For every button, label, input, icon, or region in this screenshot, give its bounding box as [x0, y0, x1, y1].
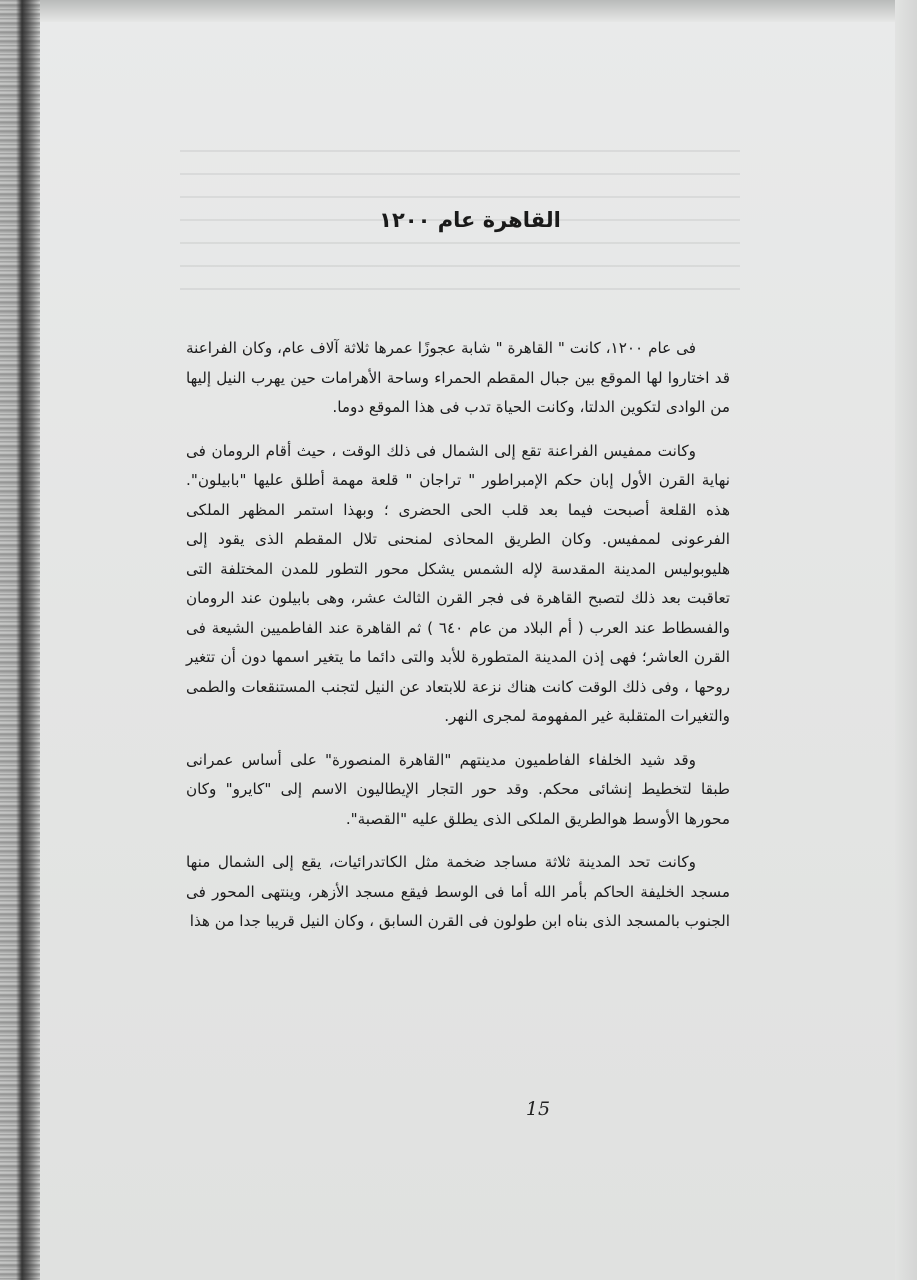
- body-text: [186, 334, 730, 951]
- page-number: 15: [525, 1098, 551, 1120]
- book-spine-shadow: [0, 0, 40, 1280]
- paragraph: وكانت تحد المدينة ثلاثة مساجد ضخمة مثل الكاتدرائيات، يقع إلى الشمال منها مسجد الخليفة الحاكم بأمر الله أما فى الوسط فيقع مسجد الأزهر، وينتهى المحور فى الجنوب بالمسجد الذى بناه ابن طولون فى القرن السابق ، وكان النيل قريبا جدا من هذا: [186, 853, 730, 930]
- paragraph: فى عام ١٢٠٠، كانت " القاهرة " شابة عجوزًا عمرها ثلاثة آلاف عام، وكان الفراعنة قد اختاروا لها الموقع بين جبال المقطم الحمراء وساحة الأهرامات حين يهرب النيل إليها من الوادى لتكوين الدلتا، وكانت الحياة تدب فى هذا الموقع دوما.: [186, 339, 730, 416]
- paragraph: وكانت ممفيس الفراعنة تقع إلى الشمال فى ذلك الوقت ، حيث أقام الرومان فى نهاية القرن الأول إبان حكم الإمبراطور " تراجان " قلعة مهمة أطلق عليها "بابيلون". هذه القلعة أصبحت فيما بعد قلب الحى الحضرى ؛ وبهذا استمر المظهر الملكى الفرعونى لممفيس. وكان الطريق المحاذى لمنحنى تلال المقطم الذى يقود إلى هليوبوليس المدينة المقدسة لإله الشمس يشكل محور التطور للمدن المختلفة التى تعاقبت بعد ذلك لتصبح القاهرة فى فجر القرن الثالث عشر، وهى بابيلون عند الرومان والفسطاط عند العرب ( أم البلاد من عام ٦٤٠ ) ثم القاهرة عند الفاطميين الشيعة فى القرن العاشر؛ فهى إذن المدينة المتطورة للأبد والتى دائما ما يتغير اسمها دون أن تتغير روحها ، وفى ذلك الوقت كانت هناك نزعة للابتعاد عن النيل لتجنب المستنقعات والطمى والتغيرات المتقلبة غير المفهومة لمجرى النهر.: [186, 441, 730, 725]
- page-top-edge: [0, 0, 917, 22]
- page-right-edge: [895, 0, 917, 1280]
- chapter-title: القاهرة عام ١٢٠٠: [379, 208, 561, 232]
- paragraph: وقد شيد الخلفاء الفاطميون مدينتهم "القاهرة المنصورة" على أساس عمرانى طبقا لتخطيط إنشائى محكم. وقد حور التجار الإيطاليون الاسم إلى "كايرو" وكان محورها الأوسط هوالطريق الملكى الذى يطلق عليه "القصبة".: [186, 750, 730, 828]
